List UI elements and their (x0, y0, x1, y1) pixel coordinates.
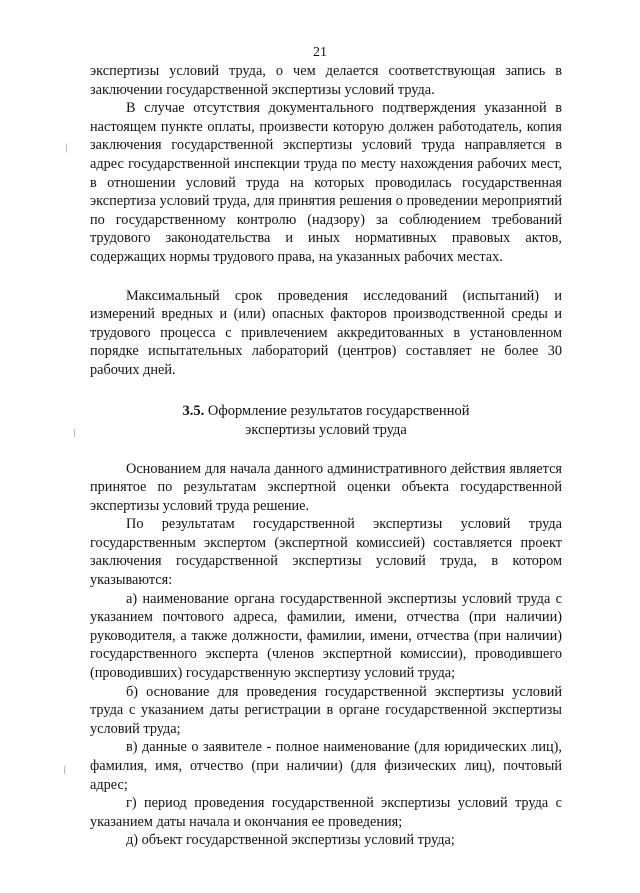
section-heading (90, 402, 562, 440)
section-title-line1: Оформление результатов государственной (207, 402, 470, 419)
document-body (90, 62, 562, 850)
paragraph-draft-conclusion: По результатам государственной экспертизы условий труда государственным экспертом (экспертной комиссией) составляется проект заключения государственной экспертизы условий труда, в котором указываются: (90, 516, 562, 589)
list-item-a: а) наименование органа государственной экспертизы условий труда с указанием почтового адреса, фамилии, имени, отчества (при наличии) руководителя, а также должности, фамилии, имени, отчества (при наличии) государственного эксперта (членов экспертной комиссии), проводившего (проводивших) государственную экспертизу условий труда; (90, 590, 562, 682)
page-number: 21 (313, 45, 327, 60)
paragraph-basis: Основанием для начала данного административного действия является принятое по результатам экспертной оценки объекта государственной экспертизы условий труда решение. (90, 460, 562, 514)
list-item-v: в) данные о заявителе - полное наименование (для юридических лиц), фамилия, имя, отчество (при наличии) (для физических лиц), почтовый адрес; (90, 739, 562, 793)
list-item-d: д) объект государственной экспертизы условий труда; (126, 832, 455, 849)
scan-mark (74, 428, 79, 438)
paragraph-max-duration: Максимальный срок проведения исследований (испытаний) и измерений вредных и (или) опасных факторов производственной среды и трудового процесса с привлечением аккредитованных в установленном порядке испытательных лабораторий (центров) составляет не более 30 рабочих дней. (90, 287, 562, 378)
list-item-g: г) период проведения государственной экспертизы условий труда с указанием даты начала и окончания ее проведения; (90, 795, 562, 830)
list-item-b: б) основание для проведения государственной экспертизы условий труда с указанием даты регистрации в органе государственной экспертизы условий труда; (90, 683, 562, 737)
paragraph-payment-absence: В случае отсутствия документального подтверждения указанной в настоящем пункте оплаты, произвести которую должен работодатель, копия заключения государственной экспертизы условий труда направляется в адрес государственной инспекции труда по месту нахождения рабочих мест, в отношении условий труда на которых проводилась государственная экспертиза условий труда, для принятия решения о проведении мероприятий по государственному контролю (надзору) за соблюдением требований трудового законодательства и иных нормативных правовых актов, содержащих нормы трудового права, на указанных рабочих местах. (90, 100, 562, 265)
section-number: 3.5. (182, 402, 205, 419)
section-title-line2: экспертизы условий труда (245, 421, 407, 438)
scan-mark (64, 765, 69, 775)
paragraph-continuation: экспертизы условий труда, о чем делается соответствующая запись в заключении государственной экспертизы условий труда. (90, 63, 562, 98)
scan-mark (66, 143, 71, 153)
